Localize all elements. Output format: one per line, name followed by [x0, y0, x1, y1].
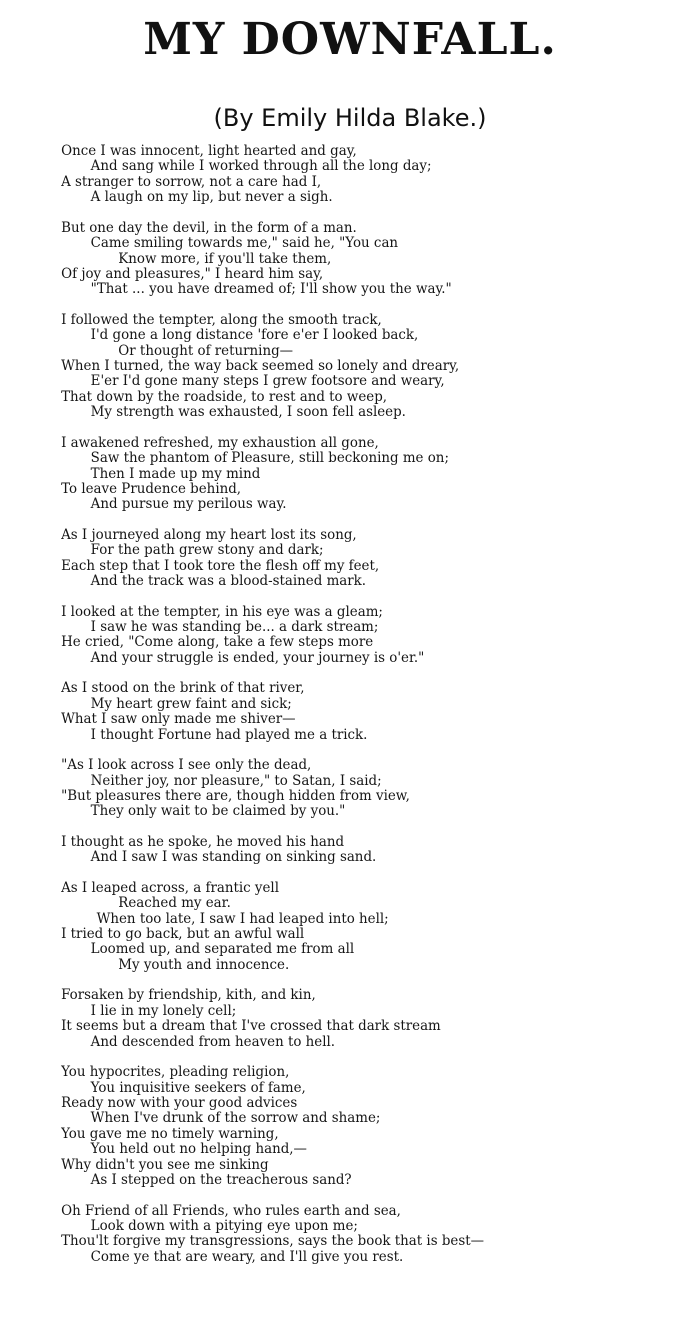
poem-line: You inquisitive seekers of fame,: [90, 1079, 306, 1096]
poem-line: And pursue my perilous way.: [90, 496, 287, 513]
poem-line: As I stood on the brink of that river,: [61, 680, 305, 697]
poem-line: Saw the phantom of Pleasure, still beckoning me on;: [90, 450, 449, 467]
stanza: [0, 1204, 700, 1266]
poem-line: To leave Prudence behind,: [61, 480, 242, 497]
poem-line: You gave me no timely warning,: [61, 1125, 279, 1142]
poem-line: I thought Fortune had played me a trick.: [90, 726, 368, 743]
stanza: [0, 988, 700, 1050]
stanza: [0, 605, 700, 667]
poem-line: As I journeyed along my heart lost its song,: [61, 526, 357, 543]
poem-line: I looked at the tempter, in his eye was a gleam;: [61, 603, 383, 620]
poem-line: Why didn't you see me sinking: [61, 1156, 269, 1173]
poem-line: I followed the tempter, along the smooth track,: [61, 311, 382, 328]
poem-line: Reached my ear.: [118, 895, 231, 912]
poem-line: And your struggle is ended, your journey is o'er.": [90, 649, 425, 666]
poem-line: I'd gone a long distance 'fore e'er I looked back,: [90, 327, 419, 344]
poem-line: Thou'lt forgive my transgressions, says the book that is best—: [61, 1233, 485, 1250]
stanza: [0, 313, 700, 421]
poem-line: Forsaken by friendship, kith, and kin,: [61, 987, 316, 1004]
poem-line: Then I made up my mind: [90, 465, 261, 482]
poem-line: It seems but a dream that I've crossed that dark stream: [61, 1018, 441, 1035]
poem-line: You hypocrites, pleading religion,: [61, 1064, 290, 1081]
poem-line: A laugh on my lip, but never a sigh.: [90, 189, 333, 206]
poem-line: Look down with a pitying eye upon me;: [90, 1217, 358, 1234]
poem-line: Come ye that are weary, and I'll give you rest.: [90, 1248, 404, 1265]
poem-line: Know more, if you'll take them,: [118, 250, 332, 267]
poem-line: Of joy and pleasures," I heard him say,: [61, 265, 324, 282]
stanza: [0, 1065, 700, 1188]
poem-body: [0, 144, 700, 1280]
poem-line: When I turned, the way back seemed so lonely and dreary,: [61, 358, 460, 375]
stanza: [0, 221, 700, 298]
poem-line: Neither joy, nor pleasure," to Satan, I said;: [90, 772, 382, 789]
poem-line: And sang while I worked through all the long day;: [90, 158, 432, 175]
poem-line: "As I look across I see only the dead,: [61, 757, 312, 774]
poem-line: Oh Friend of all Friends, who rules earth and sea,: [61, 1202, 401, 1219]
poem-line: I tried to go back, but an awful wall: [61, 926, 305, 943]
stanza: [0, 881, 700, 973]
stanza: [0, 835, 700, 866]
stanza: [0, 144, 700, 206]
poem-byline: (By Emily Hilda Blake.): [213, 104, 487, 132]
poem-line: I lie in my lonely cell;: [90, 1002, 237, 1019]
poem-line: As I stepped on the treacherous sand?: [90, 1171, 352, 1188]
poem-line: Each step that I took tore the flesh off my feet,: [61, 557, 380, 574]
poem-line: I saw he was standing be... a dark stream;: [90, 619, 379, 636]
poem-line: But one day the devil, in the form of a man.: [61, 219, 357, 236]
poem-line: What I saw only made me shiver—: [61, 711, 296, 728]
poem-line: I thought as he spoke, he moved his hand: [61, 833, 345, 850]
poem-line: You held out no helping hand,—: [90, 1141, 307, 1158]
poem-line: Or thought of returning—: [118, 342, 294, 359]
poem-line: When too late, I saw I had leaped into hell;: [96, 910, 389, 927]
poem-line: As I leaped across, a frantic yell: [61, 879, 279, 896]
poem-line: And the track was a blood-stained mark.: [90, 573, 367, 590]
poem-line: Came smiling towards me," said he, "You can: [90, 235, 399, 252]
stanza: [0, 528, 700, 590]
poem-line: When I've drunk of the sorrow and shame;: [90, 1110, 381, 1127]
poem-line: A stranger to sorrow, not a care had I,: [61, 173, 322, 190]
stanza: [0, 436, 700, 513]
poem-line: For the path grew stony and dark;: [90, 542, 324, 559]
poem-line: My youth and innocence.: [118, 956, 290, 973]
poem-line: That down by the roadside, to rest and to weep,: [61, 388, 388, 405]
poem-line: And descended from heaven to hell.: [90, 1033, 336, 1050]
poem-line: My heart grew faint and sick;: [90, 695, 292, 712]
poem-line: Ready now with your good advices: [61, 1094, 298, 1111]
poem-line: My strength was exhausted, I soon fell asleep.: [90, 404, 406, 421]
poem-line: He cried, "Come along, take a few steps more: [61, 634, 374, 651]
stanza: [0, 681, 700, 743]
poem-line: "That ... you have dreamed of; I'll show you the way.": [90, 281, 452, 298]
poem-line: Once I was innocent, light hearted and gay,: [61, 143, 357, 159]
stanza: [0, 758, 700, 820]
poem-line: And I saw I was standing on sinking sand.: [90, 849, 377, 866]
poem-line: I awakened refreshed, my exhaustion all gone,: [61, 434, 379, 451]
poem-title: MY DOWNFALL.: [143, 14, 557, 65]
poem-line: "But pleasures there are, though hidden from view,: [61, 787, 410, 804]
poem-line: Loomed up, and separated me from all: [90, 941, 355, 958]
poem-line: They only wait to be claimed by you.": [90, 803, 346, 820]
poem-line: E'er I'd gone many steps I grew footsore and weary,: [90, 373, 445, 390]
